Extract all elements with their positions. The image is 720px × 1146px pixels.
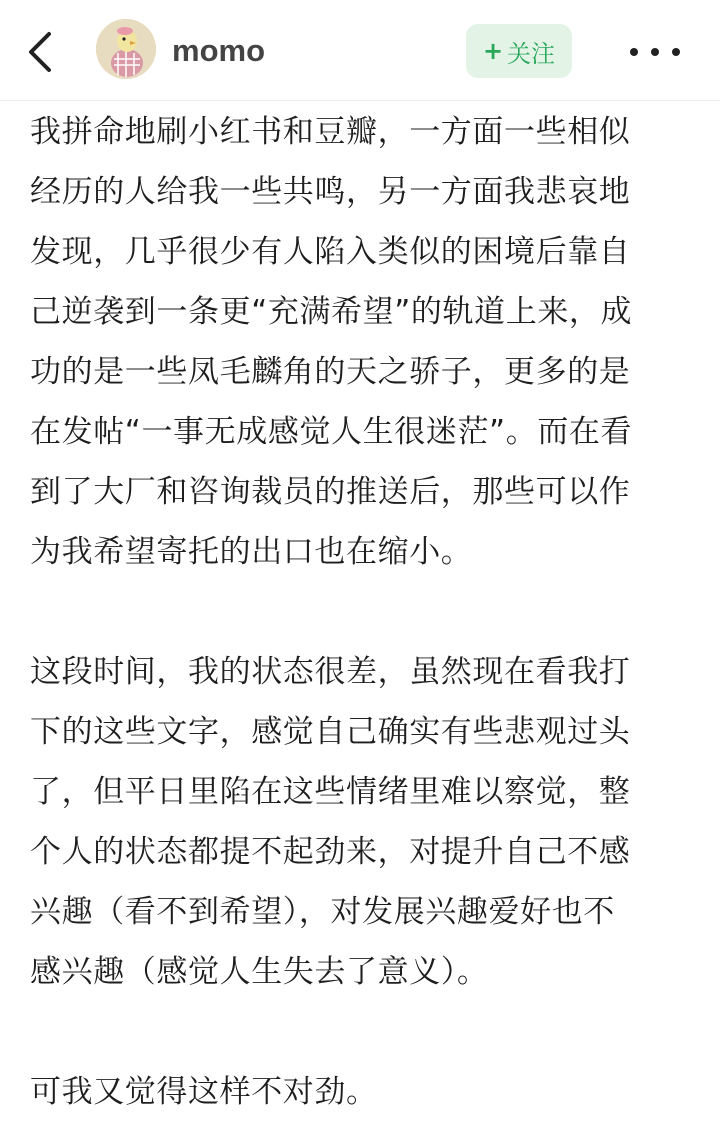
top-bar — [0, 0, 720, 101]
post-body — [30, 102, 698, 1122]
text-line: 经历的人给我一些共鸣，另一方面我悲哀地 — [30, 174, 631, 210]
text-line: 到了大厂和咨询裁员的推送后，那些可以作 — [30, 474, 631, 510]
text-line: 兴趣（看不到希望），对发展兴趣爱好也不 — [30, 894, 615, 930]
paragraph — [30, 642, 698, 1002]
chevron-left-icon — [25, 30, 55, 74]
text-line: 发现，几乎很少有人陷入类似的困境后靠自 — [30, 234, 631, 270]
follow-button[interactable] — [466, 24, 572, 78]
text-line: 我拼命地刷小红书和豆瓣，一方面一些相似 — [30, 114, 631, 150]
text-line: 了，但平日里陷在这些情绪里难以察觉，整 — [30, 774, 631, 810]
back-button[interactable] — [18, 22, 62, 82]
more-horizontal-icon — [651, 48, 659, 56]
text-line: 个人的状态都提不起劲来，对提升自己不感 — [30, 834, 631, 870]
avatar[interactable] — [96, 19, 156, 79]
more-horizontal-icon — [672, 48, 680, 56]
username[interactable]: momo — [172, 33, 265, 68]
text-line: 为我希望寄托的出口也在缩小。 — [30, 534, 473, 570]
text-line: 感兴趣（感觉人生失去了意义）。 — [30, 954, 489, 990]
text-line: 这段时间，我的状态很差，虽然现在看我打 — [30, 654, 631, 690]
more-horizontal-icon — [630, 48, 638, 56]
paragraph — [30, 102, 698, 582]
paragraph — [30, 1062, 698, 1122]
more-button[interactable] — [630, 32, 680, 72]
follow-label: 关注 — [507, 39, 556, 68]
text-line: 功的是一些凤毛麟角的天之骄子，更多的是 — [30, 354, 631, 390]
text-line: 下的这些文字，感觉自己确实有些悲观过头 — [30, 714, 631, 750]
text-line: 己逆袭到一条更“充满希望”的轨道上来，成 — [30, 294, 633, 330]
text-line: 可我又觉得这样不对劲。 — [30, 1074, 378, 1110]
text-line: 在发帖“一事无成感觉人生很迷茫”。而在看 — [30, 414, 633, 450]
avatar-image — [96, 19, 156, 79]
plus-icon: + — [482, 37, 504, 65]
paragraph-gap — [30, 1002, 698, 1062]
paragraph-gap — [30, 582, 698, 642]
